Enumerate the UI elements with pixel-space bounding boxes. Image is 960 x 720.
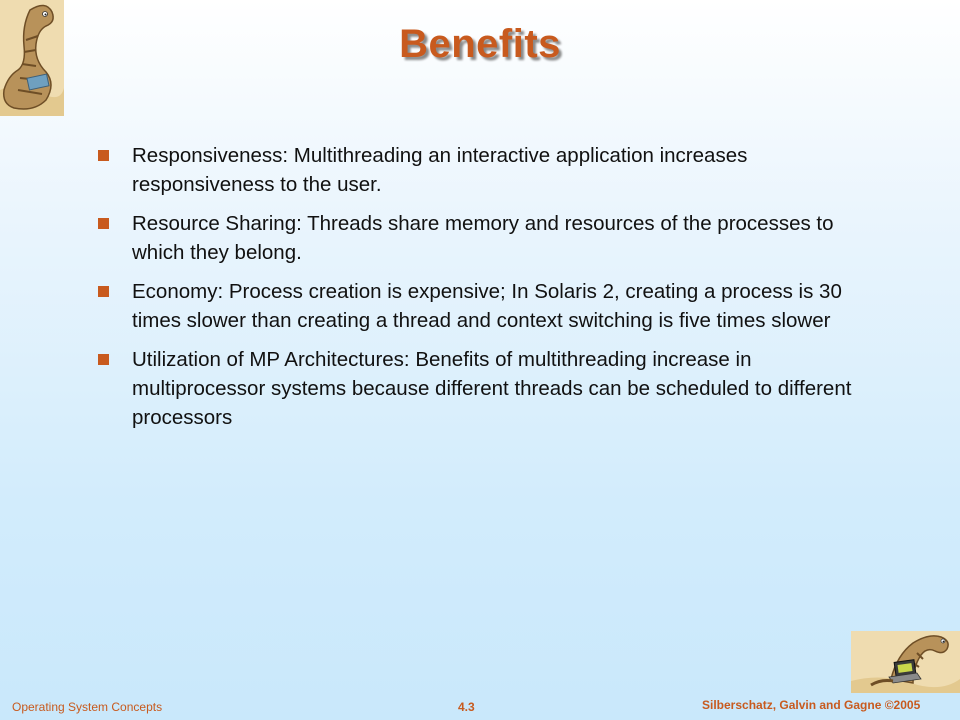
dinosaur-laptop-icon	[851, 631, 960, 693]
footer-copyright: Silberschatz, Galvin and Gagne ©2005	[702, 698, 921, 712]
footer-slide-number: 4.3	[458, 700, 475, 714]
square-bullet-icon	[98, 150, 109, 161]
bullet-item	[96, 141, 856, 199]
bullet-item	[96, 277, 856, 335]
square-bullet-icon	[98, 354, 109, 365]
bullet-text: Economy: Process creation is expensive; In Solaris 2, creating a process is 30 times slower than creating a thread and context switching is five times slower	[132, 280, 842, 332]
footer-course-title: Operating System Concepts	[12, 700, 163, 714]
square-bullet-icon	[98, 218, 109, 229]
square-bullet-icon	[98, 286, 109, 297]
bullet-list	[96, 141, 856, 442]
bullet-text: Responsiveness: Multithreading an interactive application increases responsiveness to the user.	[132, 144, 748, 196]
bullet-text: Utilization of MP Architectures: Benefits of multithreading increase in multiprocessor systems because different threads can be scheduled to different processors	[132, 348, 852, 429]
bullet-text: Resource Sharing: Threads share memory and resources of the processes to which they belong.	[132, 212, 834, 264]
bullet-item	[96, 345, 856, 432]
bullet-item	[96, 209, 856, 267]
slide-title: Benefits	[399, 22, 561, 66]
